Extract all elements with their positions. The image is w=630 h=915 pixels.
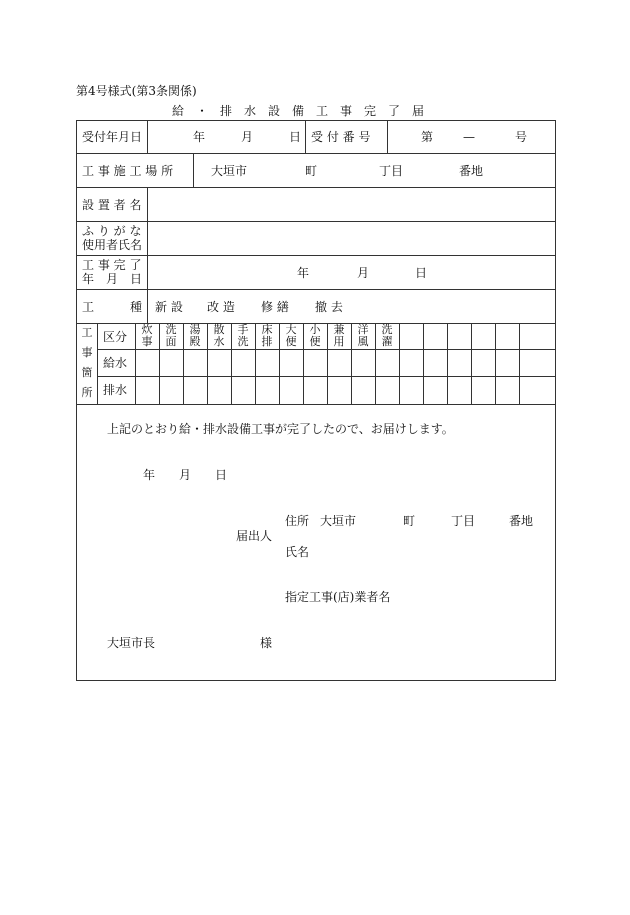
declaration-year: 年 xyxy=(143,468,156,482)
completion-date-label-1: 工 事 完 了 xyxy=(82,258,142,272)
received-month: 月 xyxy=(241,130,254,144)
location-city: 大垣市 xyxy=(211,164,248,178)
completion-day: 日 xyxy=(415,266,428,280)
work-location-side-4: 所 xyxy=(81,386,93,399)
address-cho: 町 xyxy=(403,514,416,528)
work-location-side-3: 箇 xyxy=(81,366,93,379)
completion-month: 月 xyxy=(357,266,370,280)
work-type-modify: 改 造 xyxy=(207,300,235,314)
work-type-label: 工 種 xyxy=(82,300,143,314)
water-supply-label: 給水 xyxy=(103,356,128,370)
address-city: 大垣市 xyxy=(320,514,357,528)
form-title: 給 ・ 排 水 設 備 工 事 完 了 届 xyxy=(172,104,425,118)
receipt-go: 号 xyxy=(515,130,528,144)
work-location-label: 工 事 施 工 場 所 xyxy=(82,164,174,178)
declaration-statement: 上記のとおり給・排水設備工事が完了したので、お届けします。 xyxy=(107,422,454,436)
completion-date-label-2: 年 月 日 xyxy=(82,272,143,286)
kubun-label: 区分 xyxy=(103,330,128,344)
col-washbasin: 洗 面 xyxy=(165,323,177,348)
col-handwash: 手 洗 xyxy=(237,323,249,348)
work-type-repair: 修 繕 xyxy=(261,300,289,314)
col-toilet-large: 大 便 xyxy=(285,323,297,348)
name-label: 氏名 xyxy=(285,545,310,559)
location-chome: 丁目 xyxy=(379,164,404,178)
sama-label: 様 xyxy=(260,636,273,650)
mayor-label: 大垣市長 xyxy=(107,636,156,650)
received-date-label: 受付年月日 xyxy=(82,130,143,144)
declaration-month: 月 xyxy=(179,468,192,482)
form-number: 第4号様式(第3条関係) xyxy=(76,84,197,98)
col-sprinkle: 散 水 xyxy=(213,323,225,348)
furigana-label: ふ り が な xyxy=(82,224,142,238)
col-western: 洋 風 xyxy=(357,323,369,348)
col-bath: 湯 殿 xyxy=(189,323,201,348)
receipt-number-label: 受 付 番 号 xyxy=(311,130,371,144)
col-combined: 兼 用 xyxy=(333,323,345,348)
address-chome: 丁目 xyxy=(451,514,476,528)
location-banchi: 番地 xyxy=(459,164,484,178)
col-floor-drain: 床 排 xyxy=(261,323,273,348)
declaration-day: 日 xyxy=(215,468,228,482)
applicant-label: 届出人 xyxy=(236,529,273,543)
user-name-label: 使用者氏名 xyxy=(82,238,143,252)
address-label: 住所 xyxy=(285,514,310,528)
work-location-side-1: 工 xyxy=(81,326,93,339)
installer-name-label: 設 置 者 名 xyxy=(82,198,142,212)
received-day: 日 xyxy=(289,130,302,144)
completion-year: 年 xyxy=(297,266,310,280)
col-urinal: 小 便 xyxy=(309,323,321,348)
work-type-remove: 撤 去 xyxy=(315,300,343,314)
location-cho: 町 xyxy=(305,164,318,178)
address-banchi: 番地 xyxy=(509,514,534,528)
contractor-label: 指定工事(店)業者名 xyxy=(285,590,391,604)
completion-form xyxy=(76,120,556,681)
col-cooking: 炊 事 xyxy=(141,323,153,348)
work-type-new: 新 設 xyxy=(155,300,183,314)
receipt-dash: — xyxy=(463,130,475,144)
received-year: 年 xyxy=(193,130,206,144)
work-location-side-2: 事 xyxy=(81,346,93,359)
col-laundry: 洗 濯 xyxy=(381,323,393,348)
receipt-dai: 第 xyxy=(421,130,434,144)
drainage-label: 排水 xyxy=(103,383,128,397)
